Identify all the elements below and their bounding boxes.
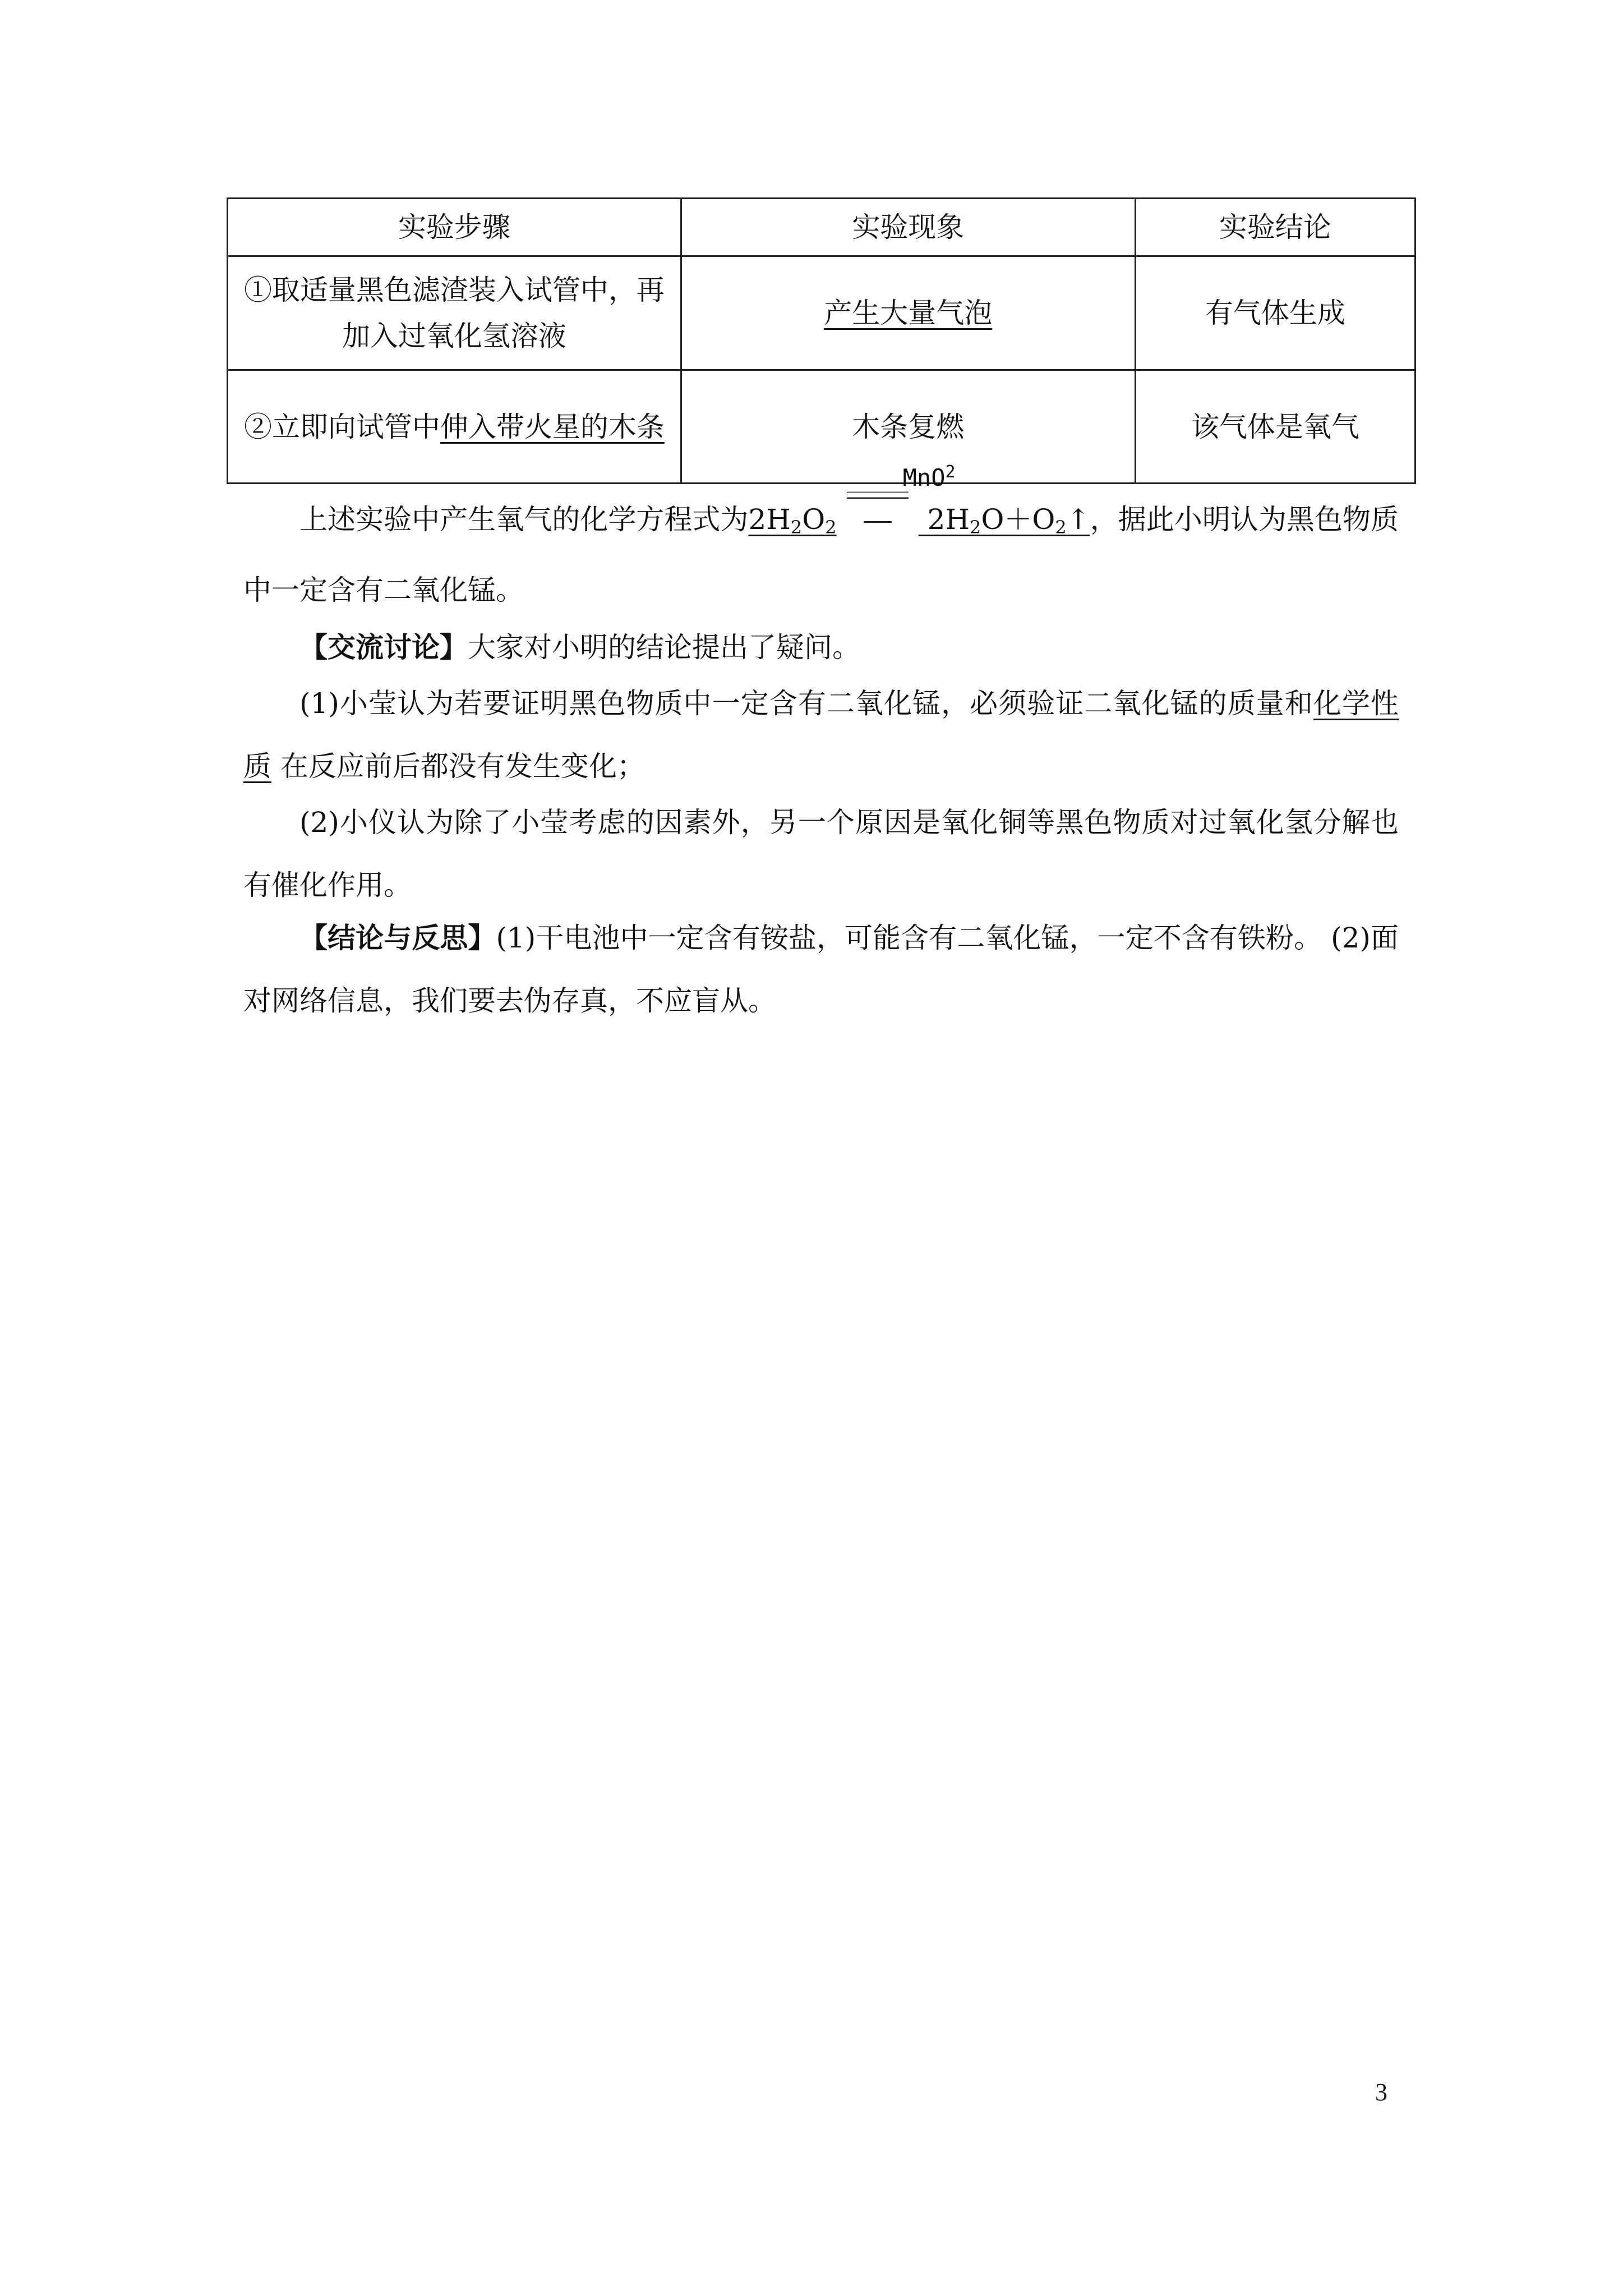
row2-step-answer: 伸入带火星的木条 [440,410,665,443]
row1-phenomenon-answer: 产生大量气泡 [824,297,993,329]
item1-prefix: (1)小莹认为若要证明黑色物质中一定含有二氧化锰，必须验证二氧化锰的质量和 [299,687,1313,720]
header-conclusion: 实验结论 [1135,199,1415,256]
row1-phenomenon [681,256,1135,370]
item1-answer: 化学性质 [243,687,1399,783]
row2-step [228,370,681,484]
item2-paragraph [243,791,1399,917]
row2-conclusion: 该气体是氧气 [1135,370,1415,484]
equation-prefix: 上述实验中产生氧气的化学方程式为 [299,503,749,536]
discussion-paragraph [243,616,1399,679]
item1-suffix: 在反应前后都没有发生变化； [280,750,645,783]
equals-sign [847,491,909,499]
header-step: 实验步骤 [228,199,681,256]
equation-reactant: $2H_2O_2$ [748,503,837,538]
row1-step: ①取适量黑色滤渣装入试管中，再加入过氧化氢溶液 [228,256,681,370]
catalyst-text: MnO [902,464,946,491]
reflection-paragraph [243,907,1399,1032]
equation-paragraph [243,462,1399,622]
table-row [228,256,1415,370]
header-phenomenon: 实验现象 [681,199,1135,256]
row2-step-prefix: ②立即向试管中 [243,410,440,443]
reflection-text: (1)干电池中一定含有铵盐，可能含有二氧化锰，一定不含有铁粉。 (2)面对网络信息，我们要去伪存真，不应盲从。 [243,922,1399,1017]
reaction-condition: MnO$^2$ [847,495,909,529]
item1-paragraph [243,672,1399,798]
equation-products: $2H_2O+O_2↑$ [927,503,1090,538]
item2-text: (2)小仪认为除了小莹考虑的因素外，另一个原因是氧化铜等黑色物质对过氧化氢分解也有催化作用。 [243,806,1399,901]
discussion-label: 【交流讨论】 [299,631,468,664]
experiment-table [227,197,1416,484]
table-header-row [228,199,1415,256]
equation-suffix: ，据此小明认为黑色物质中一定含有二氧化锰。 [243,503,1399,606]
row2-phenomenon: 木条复燃 [681,370,1135,484]
page-number: 3 [1375,2078,1387,2106]
reflection-label: 【结论与反思】 [299,921,496,954]
discussion-text: 大家对小明的结论提出了疑问。 [468,631,860,664]
gas-arrow: ↑ [1066,503,1090,536]
row1-conclusion: 有气体生成 [1135,256,1415,370]
table-row [228,370,1415,484]
